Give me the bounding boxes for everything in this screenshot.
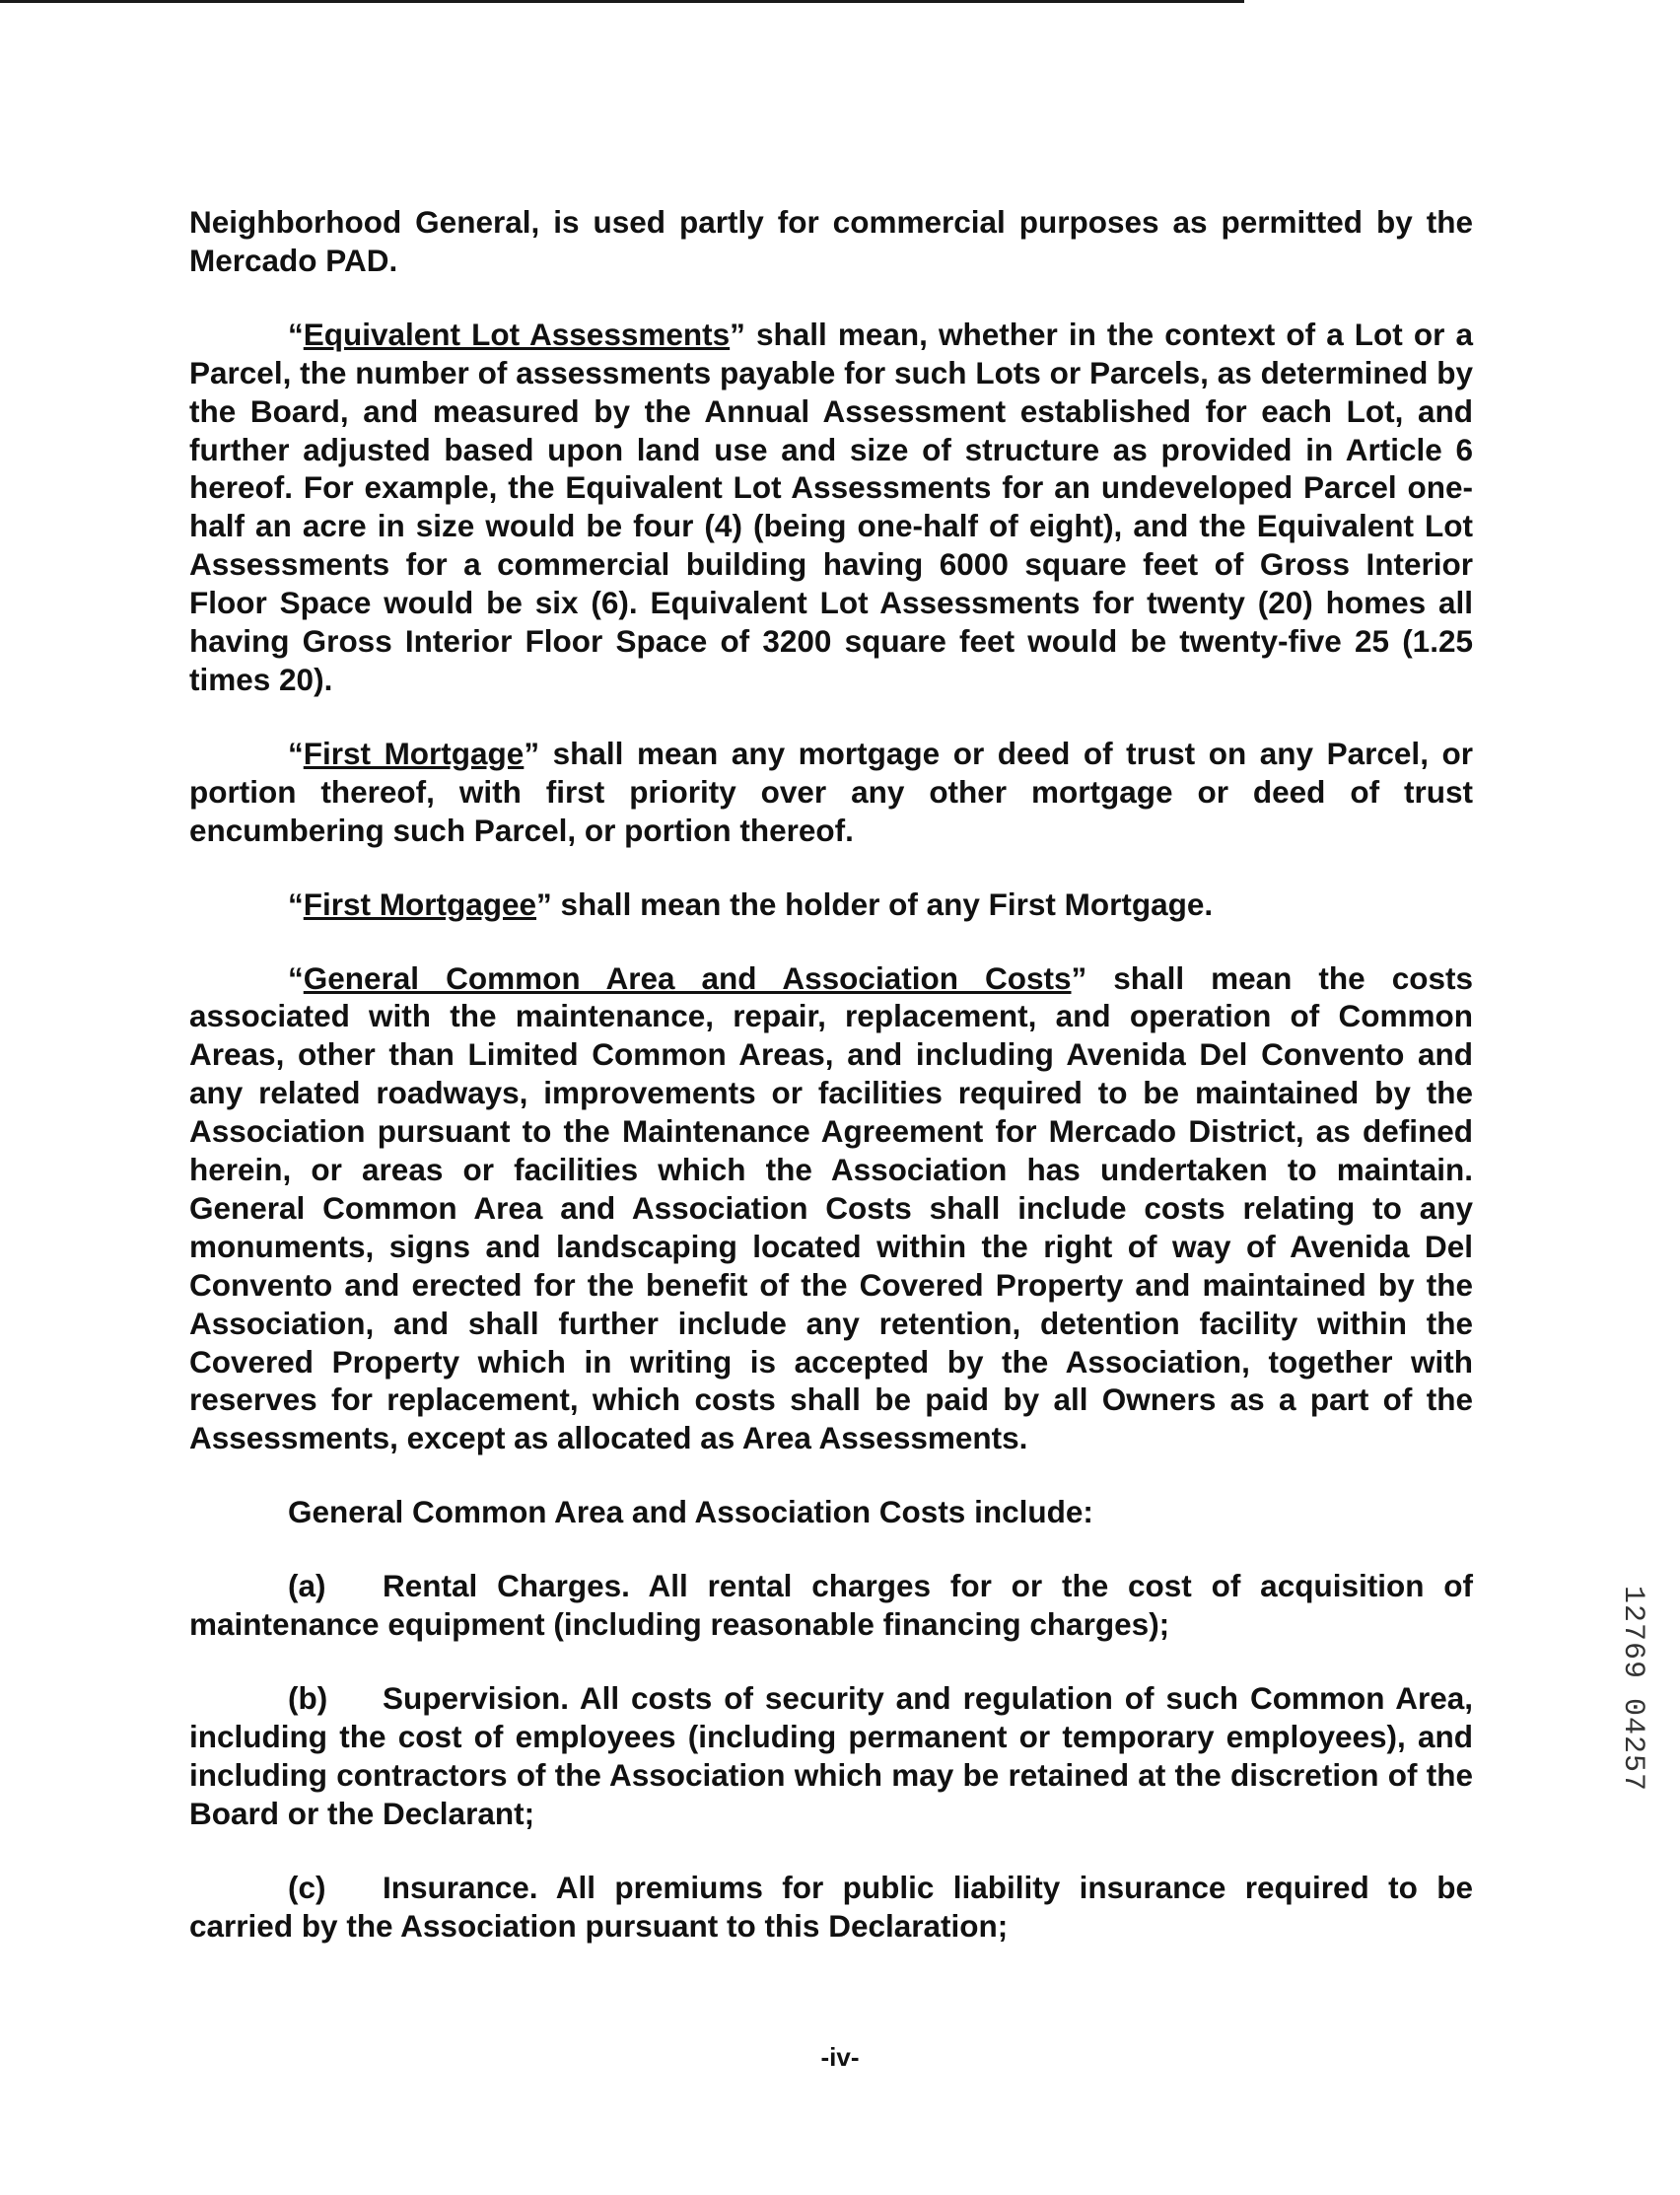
paragraph-text: Neighborhood General, is used partly for commercial purposes as permitted by the Mercado PAD. bbox=[189, 204, 1473, 278]
definition-text: shall mean any mortgage or deed of trust on any Parcel, or portion thereof, with first priority over any other mortgage or deed of trust encumbering such Parcel, or portion thereof. bbox=[189, 735, 1473, 848]
definition-equivalent-lot-assessments: “Equivalent Lot Assessments” shall mean, whether in the context of a Lot or a Parcel, the number of assessments payable for such Lots or Parcels, as determined by the Board, and measured by the Annual Assessment established for each Lot, and further adjusted based upon land use and size of structure as provided in Article 6 hereof. For example, the Equivalent Lot Assessments for an undeveloped Parcel one-half an acre in size would be four (4) (being one-half of eight), and the Equivalent Lot Assessments for a commercial building having 6000 square feet of Gross Interior Floor Space would be six (6). Equivalent Lot Assessments for twenty (20) homes all having Gross Interior Floor Space of 3200 square feet would be twenty-five 25 (1.25 times 20). bbox=[189, 316, 1473, 697]
recording-number-stamp bbox=[1615, 1586, 1654, 1881]
paragraph-text: General Common Area and Association Costs include: bbox=[288, 1494, 1093, 1530]
definition-text: shall mean the holder of any First Mortgage. bbox=[551, 885, 1214, 922]
definition-text: shall mean, whether in the context of a Lot or a Parcel, the number of assessments payable for such Lots or Parcels, as determined by the Board, and measured by the Annual Assessment established for each Lot, and further adjusted based upon land use and size of structure as provided in Article 6 hereof. For example, the Equivalent Lot Assessments for an undeveloped Parcel one-half an acre in size would be four (4) (being one-half of eight), and the Equivalent Lot Assessments for a commercial building having 6000 square feet of Gross Interior Floor Space would be six (6). Equivalent Lot Assessments for twenty (20) homes all having Gross Interior Floor Space of 3200 square feet would be twenty-five 25 (1.25 times 20). bbox=[189, 316, 1473, 697]
defined-term: First Mortgage bbox=[303, 735, 525, 771]
page-number: -iv- bbox=[820, 2042, 860, 2072]
paragraph-continuation bbox=[189, 203, 1473, 280]
item-text: Rental Charges. All rental charges for or the cost of acquisition of maintenance equipment (including reasonable financing charges); bbox=[189, 1568, 1473, 1643]
defined-term: Equivalent Lot Assessments bbox=[303, 316, 731, 352]
item-label: (c) bbox=[288, 1869, 326, 1905]
scan-border-line bbox=[0, 0, 1244, 3]
item-label: (b) bbox=[288, 1680, 328, 1716]
definition-first-mortgage: “First Mortgage” shall mean any mortgage or deed of trust on any Parcel, or portion thereof, with first priority over any other mortgage or deed of trust encumbering such Parcel, or portion thereof. bbox=[189, 735, 1473, 848]
definition-text: shall mean the costs associated with the maintenance, repair, replacement, and operation of Common Areas, other than Limited Common Areas, and including Avenida Del Convento and any related roadways, improvements or facilities required to be maintained by the Association pursuant to the Maintenance Agreement for Mercado District, as defined herein, or areas or facilities which the Association has undertaken to maintain. General Common Area and Association Costs shall include costs relating to any monuments, signs and landscaping located within the right of way of Avenida Del Convento and erected for the benefit of the Covered Property and maintained by the Association, and shall further include any retention, detention facility within the Covered Property which in writing is accepted by the Association, together with reserves for replacement, which costs shall be paid by all Owners as a part of the Assessments, except as allocated as Area Assessments. bbox=[189, 959, 1473, 1456]
stamp-text: 12769 04257 bbox=[1616, 1586, 1649, 1793]
list-item-c bbox=[189, 1869, 1473, 1946]
costs-intro bbox=[189, 1493, 1473, 1531]
defined-term: General Common Area and Association Costs bbox=[303, 959, 1072, 996]
defined-term: First Mortgagee bbox=[303, 885, 537, 922]
document-body bbox=[189, 203, 1473, 1980]
list-item-b bbox=[189, 1679, 1473, 1833]
item-label: (a) bbox=[288, 1568, 326, 1604]
definition-first-mortgagee: “First Mortgagee” shall mean the holder of any First Mortgage. bbox=[288, 885, 1214, 922]
item-text: Supervision. All costs of security and regulation of such Common Area, including the cost of employees (including permanent or temporary employees), and including contractors of the Association which may be retained at the discretion of the Board or the Declarant; bbox=[189, 1680, 1473, 1831]
item-text: Insurance. All premiums for public liability insurance required to be carried by the Association pursuant to this Declaration; bbox=[189, 1869, 1473, 1944]
definition-general-common-area-costs: “General Common Area and Association Costs” shall mean the costs associated with the maintenance, repair, replacement, and operation of Common Areas, other than Limited Common Areas, and including Avenida Del Convento and any related roadways, improvements or facilities required to be maintained by the Association pursuant to the Maintenance Agreement for Mercado District, as defined herein, or areas or facilities which the Association has undertaken to maintain. General Common Area and Association Costs shall include costs relating to any monuments, signs and landscaping located within the right of way of Avenida Del Convento and erected for the benefit of the Covered Property and maintained by the Association, and shall further include any retention, detention facility within the Covered Property which in writing is accepted by the Association, together with reserves for replacement, which costs shall be paid by all Owners as a part of the Assessments, except as allocated as Area Assessments. bbox=[189, 959, 1473, 1456]
list-item-a bbox=[189, 1567, 1473, 1644]
